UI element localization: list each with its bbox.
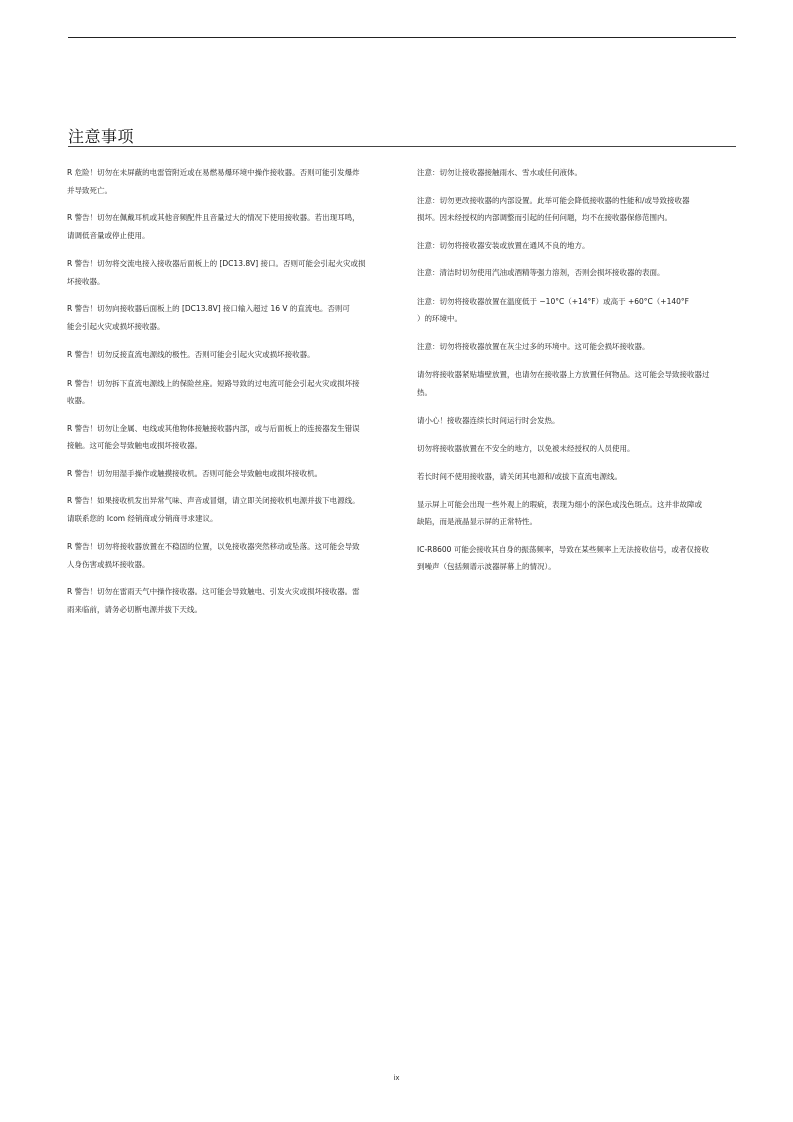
- safety-paragraph: R 警告！切勿用湿手操作或触摸接收机。否则可能会导致触电或损坏接收机。: [67, 468, 323, 478]
- safety-paragraph: 请小心！接收器连续长时间运行时会发热。: [417, 416, 560, 425]
- safety-paragraph: R 警告！切勿反接直流电源线的极性。否则可能会引起火灾或损坏接收器。: [67, 350, 315, 359]
- safety-paragraph: 若长时间不使用接收器，请关闭其电源和/或拔下直流电源线。: [417, 472, 623, 481]
- safety-paragraph: 注意：清洁时切勿使用汽油或酒精等强力溶剂，否则会损坏接收器的表面。: [417, 268, 665, 277]
- safety-paragraph: R 危险！切勿在未屏蔽的电雷管附近或在易燃易爆环境中操作接收器。否则可能引发爆炸 并导致死亡。: [67, 168, 360, 195]
- header-rule: [68, 37, 736, 38]
- safety-paragraph: IC-R8600 可能会接收其自身的振荡频率，导致在某些频率上无法接收信号，或者仅接收 到噪声（包括频谱示波器屏幕上的情况）。: [417, 544, 709, 571]
- safety-paragraph: R 警告！切勿将交流电接入接收器后面板上的 [DC13.8V] 接口。否则可能会引起火灾或损 坏接收器。: [67, 259, 366, 286]
- safety-paragraph: 注意：切勿更改接收器的内部设置。此举可能会降低接收器的性能和/或导致接收器 损坏。因未经授权的内部调整而引起的任何问题，均不在接收器保修范围内。: [417, 195, 690, 222]
- safety-paragraph: 注意：切勿让接收器接触雨水、雪水或任何液体。: [417, 168, 582, 177]
- safety-paragraph: 显示屏上可能会出现一些外观上的瑕疵，表现为细小的深色或浅色斑点。这并非故障或 缺陷，而是液晶显示屏的正常特性。: [417, 499, 702, 526]
- safety-paragraph: 注意：切勿将接收器放置在温度低于 −10°C（+14°F）或高于 +60°C（+140°F ）的环境中。: [417, 296, 689, 323]
- safety-paragraph: R 警告！如果接收机发出异常气味、声音或冒烟，请立即关闭接收机电源并拔下电源线。 请联系您的 Icom 经销商或分销商寻求建议。: [67, 496, 360, 523]
- safety-paragraph: R 警告！切勿在雷雨天气中操作接收器。这可能会导致触电、引发火灾或损坏接收器。雷 雨来临前，请务必切断电源并拔下天线。: [67, 587, 360, 614]
- section-title: 注意事项: [68, 127, 135, 146]
- title-underline: [68, 146, 736, 147]
- safety-paragraph: 注意：切勿将接收器安装或放置在通风不良的地方。: [417, 240, 590, 250]
- safety-paragraph: 请勿将接收器紧贴墙壁放置，也请勿在接收器上方放置任何物品。这可能会导致接收器过 热。: [417, 370, 710, 397]
- left-column: [67, 164, 390, 618]
- safety-paragraph: R 警告！切勿在佩戴耳机或其他音频配件且音量过大的情况下使用接收器。若出现耳鸣， 请调低音量或停止使用。: [67, 213, 360, 240]
- page-number: ix: [393, 1074, 400, 1082]
- safety-paragraph: R 警告！切勿拆下直流电源线上的保险丝座。短路导致的过电流可能会引起火灾或损坏接 收器。: [67, 378, 360, 405]
- safety-paragraph: R 警告！切勿向接收器后面板上的 [DC13.8V] 接口输入超过 16 V 的直流电。否则可 能会引起火灾或损坏接收器。: [67, 304, 350, 331]
- safety-paragraph: R 警告！切勿将接收器放置在不稳固的位置，以免接收器突然移动或坠落。这可能会导致 人身伤害或损坏接收器。: [67, 542, 360, 569]
- safety-paragraph: 切勿将接收器放置在不安全的地方，以免被未经授权的人员使用。: [417, 443, 635, 453]
- right-column: [417, 164, 736, 576]
- safety-paragraph: R 警告！切勿让金属、电线或其他物体接触接收器内部，或与后面板上的连接器发生错误 接触。这可能会导致触电或损坏接收器。: [67, 423, 360, 450]
- safety-paragraph: 注意：切勿将接收器放置在灰尘过多的环境中。这可能会损坏接收器。: [417, 341, 650, 351]
